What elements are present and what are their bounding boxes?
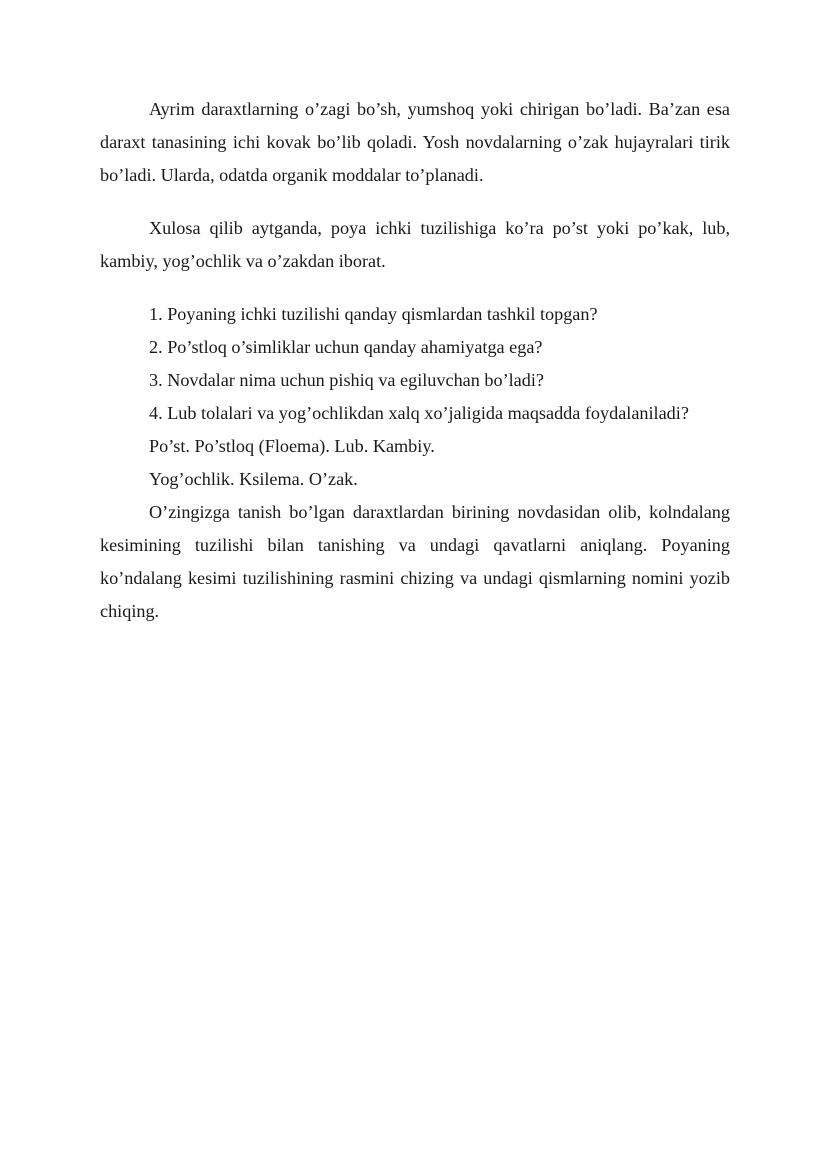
paragraph-task: O’zingizga tanish bo’lgan daraxtlardan birining novdasidan olib, kolndalang kesimining tuzilishi bilan tanishing va undagi qavatlarni aniqlang. Poyaning ko’ndalang kesimi tuzilishining rasmini chizing va undagi qismlarning nomini yozib chiqing. bbox=[100, 502, 730, 621]
question-1: 1. Poyaning ichki tuzilishi qanday qismlardan tashkil topgan? bbox=[149, 304, 598, 324]
paragraph-conclusion: Xulosa qilib aytganda, poya ichki tuzilishiga ko’ra po’st yoki po’kak, lub, kambiy, yog’ochlik va o’zakdan iborat. bbox=[100, 218, 730, 271]
terms-line-1: Po’st. Po’stloq (Floema). Lub. Kambiy. bbox=[149, 436, 435, 456]
paragraph-pith-description: Ayrim daraxtlarning o’zagi bo’sh, yumshoq yoki chirigan bo’ladi. Ba’zan esa daraxt tanasining ichi kovak bo’lib qoladi. Yosh novdalarning o’zak hujayralari tirik bo’ladi. Ularda, odatda organik moddalar to’planadi. bbox=[100, 99, 730, 185]
terms-line-2: Yog’ochlik. Ksilema. O’zak. bbox=[149, 469, 358, 489]
document-page bbox=[100, 93, 730, 628]
question-2: 2. Po’stloq o’simliklar uchun qanday ahamiyatga ega? bbox=[149, 337, 543, 357]
question-4: 4. Lub tolalari va yog’ochlikdan xalq xo’jaligida maqsadda foydalaniladi? bbox=[149, 403, 689, 423]
question-3: 3. Novdalar nima uchun pishiq va egiluvchan bo’ladi? bbox=[149, 370, 544, 390]
